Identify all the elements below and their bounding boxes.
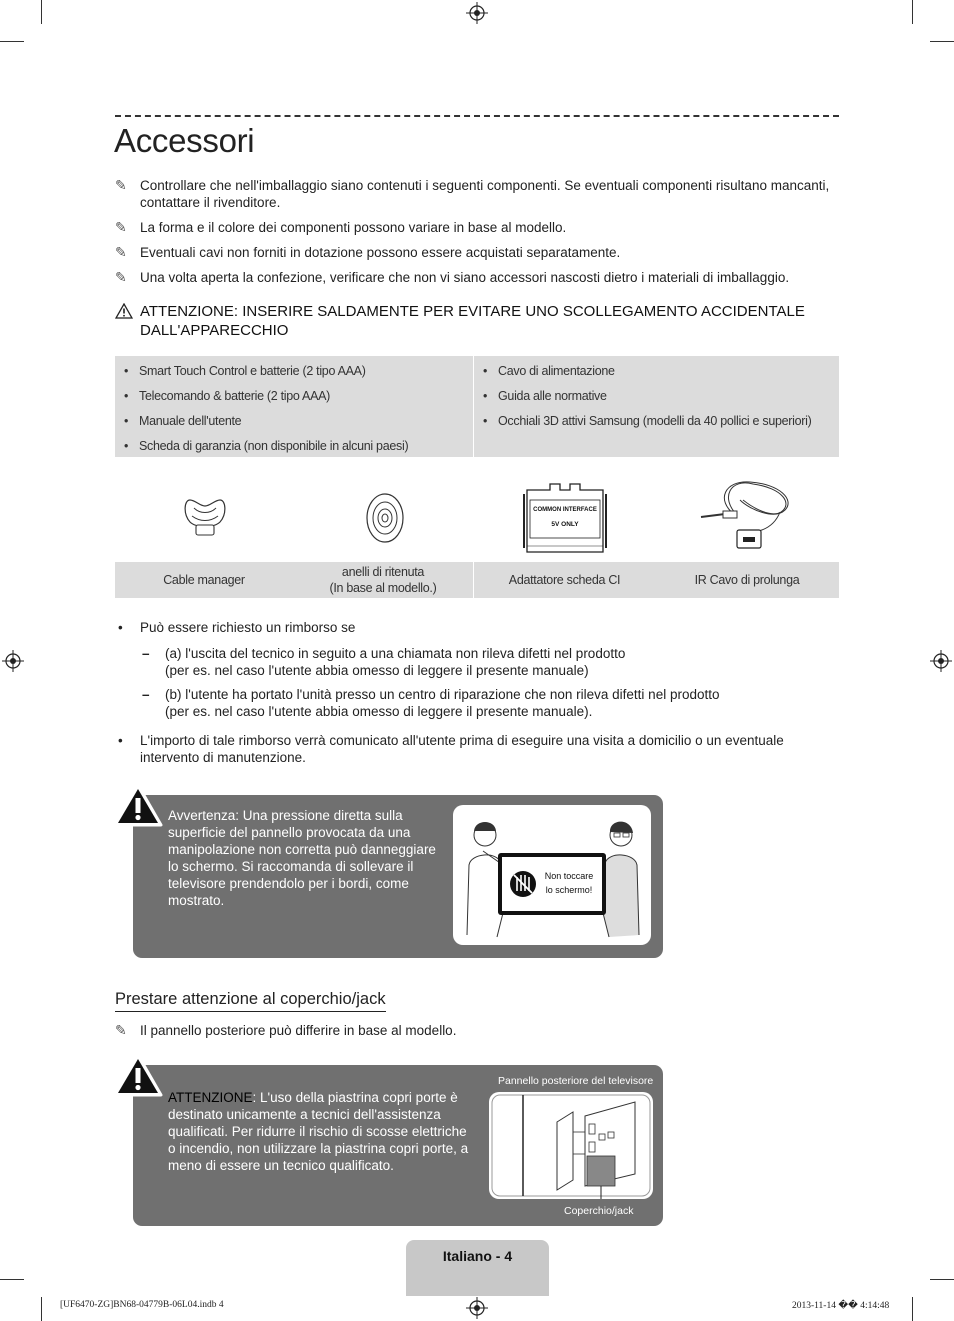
accessories-column-right [474, 356, 839, 457]
title-divider [115, 115, 839, 117]
ci-label: 5V ONLY [551, 521, 579, 528]
crop-mark [41, 0, 42, 24]
crop-mark [930, 41, 954, 42]
ci-card-adapter-image [520, 470, 610, 562]
footer-timestamp: 2013-11-14 �� 4:14:48 [792, 1301, 890, 1311]
list-item: • Telecomando & batterie (2 tipo AAA) [115, 384, 473, 409]
list-item: • Può essere richiesto un rimborso se [115, 619, 839, 636]
cover-jack-caption: Coperchio/jack [564, 1205, 634, 1217]
warning-text: Avvertenza: Una pressione diretta sulla superficie del pannello provocata da una manipolazione non corretta può danneggiare lo schermo. Si raccomanda di sollevare il televisore prendendolo per i bordi, come mostrato. [168, 808, 436, 908]
accessory-labels [115, 562, 839, 598]
accessory-images [115, 470, 839, 562]
accessories-column-left [115, 356, 474, 457]
note-item: ✎ Una volta aperta la confezione, verificare che non vi siano accessori nascosti dietro i materiali di imballaggio. [115, 269, 790, 285]
ir-extension-cable-image [695, 470, 805, 562]
list-item: • Cavo di alimentazione [474, 359, 839, 384]
list-item: • Occhiali 3D attivi Samsung (modelli da 40 pollici e superiori) [474, 409, 839, 434]
crop-mark [0, 41, 24, 42]
cable-manager-image [170, 470, 240, 562]
list-item: • L'importo di tale rimborso verrà comunicato all'utente prima di eseguire una visita a domicilio o un eventuale intervento di manutenzione. [115, 732, 839, 766]
rear-panel-illustration [489, 1092, 653, 1199]
caution-triangle-icon [115, 303, 133, 319]
crop-mark [912, 1297, 913, 1321]
warning-text: ATTENZIONE: L'uso della piastrina copri porte è destinato unicamente a tecnici dell'assistenza qualificati. Per ridurre il rischio di scosse elettriche o incendio, non utilizzare la piastrina copri porte, a meno di essere un tecnico qualificato. [168, 1090, 469, 1173]
list-item: • Smart Touch Control e batterie (2 tipo AAA) [115, 359, 473, 384]
list-item: • Scheda di garanzia (non disponibile in alcuni paesi) [115, 434, 473, 459]
screen-text: lo schermo! [545, 885, 593, 895]
accessories-table [115, 356, 839, 457]
note-item: ✎ Controllare che nell'imballaggio siano contenuti i seguenti componenti. Se eventuali componenti risultano mancanti, contattare il rivenditore. [115, 177, 830, 210]
cable-manager-label: Cable manager [163, 573, 245, 587]
lifting-tv-illustration [453, 805, 651, 945]
attention-notice: ATTENZIONE: INSERIRE SALDAMENTE PER EVITARE UNO SCOLLEGAMENTO ACCIDENTALE DALL'APPARECCHIO [115, 302, 839, 340]
pencil-note-icon: ✎ [115, 219, 127, 235]
footer-file-info: [UF6470-ZG]BN68-04779B-06L04.indb 4 [60, 1300, 224, 1310]
registration-mark-icon [2, 650, 24, 672]
notes-list [115, 177, 839, 294]
rear-panel-caption: Pannello posteriore del televisore [498, 1075, 654, 1087]
note-item: ✎ La forma e il colore dei componenti possono variare in base al modello. [115, 219, 567, 235]
page-title: Accessori [114, 122, 255, 159]
pencil-note-icon: ✎ [115, 244, 127, 260]
crop-mark [0, 1279, 24, 1280]
note-item: ✎ Il pannello posteriore può differire in base al modello. [115, 1022, 457, 1038]
ci-label: COMMON INTERFACE [533, 507, 597, 513]
holder-ring-label: anelli di ritenuta (In base al modello.) [329, 565, 437, 595]
list-item: – (b) l'utente ha portato l'unità presso un centro di riparazione che non rileva difetti nel prodotto (per es. nel caso l'utente abbia omesso di leggere il presente manuale). [115, 686, 839, 720]
section-heading: Prestare attenzione al coperchio/jack [115, 990, 386, 1012]
list-item: • Manuale dell'utente [115, 409, 473, 434]
warning-triangle-icon [113, 1053, 163, 1097]
pencil-note-icon: ✎ [115, 177, 127, 193]
holder-ring-image [350, 470, 420, 562]
refund-section [115, 619, 839, 766]
list-item: – (a) l'uscita del tecnico in seguito a una chiamata non rileva difetti nel prodotto (per es. nel caso l'utente abbia omesso di leggere il presente manuale) [115, 645, 839, 679]
page-number: Italiano - 4 [406, 1240, 549, 1296]
registration-mark-icon [466, 2, 488, 24]
note-item: ✎ Eventuali cavi non forniti in dotazione possono essere acquistati separatamente. [115, 244, 621, 260]
crop-mark [41, 1297, 42, 1321]
screen-text: Non toccare [544, 871, 594, 881]
crop-mark [930, 1279, 954, 1280]
warning-triangle-icon [113, 783, 163, 827]
ci-adapter-label: Adattatore scheda CI [473, 562, 655, 598]
pencil-note-icon: ✎ [115, 269, 127, 285]
ir-cable-label: IR Cavo di prolunga [694, 573, 800, 587]
registration-mark-icon [466, 1297, 488, 1319]
pencil-note-icon: ✎ [115, 1022, 127, 1038]
list-item: • Guida alle normative [474, 384, 839, 409]
crop-mark [912, 0, 913, 24]
registration-mark-icon [930, 650, 952, 672]
